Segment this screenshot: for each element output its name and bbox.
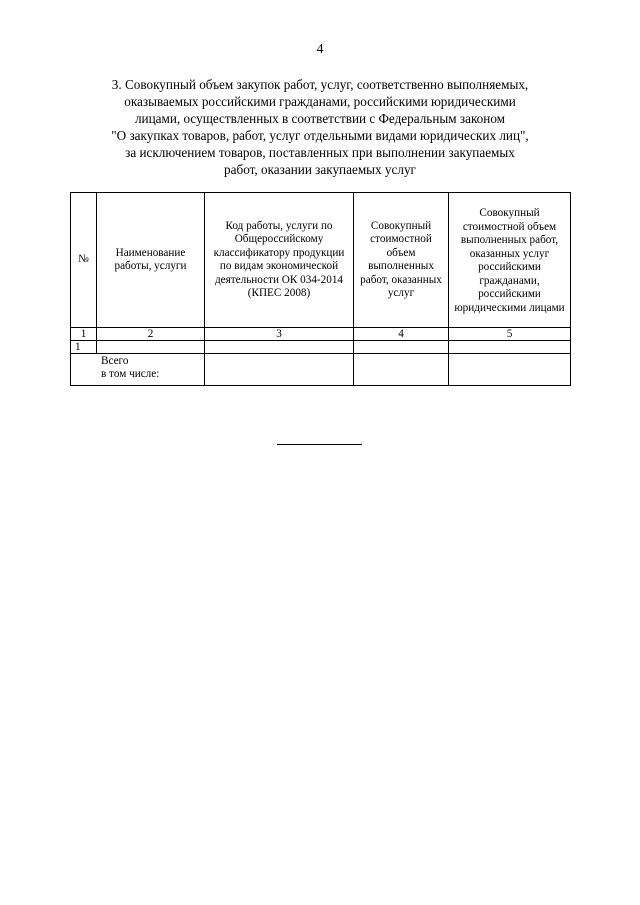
header-code: Код работы, услуги по Общероссийскому классификатору продукции по видам экономической деятельности ОК 034-2014 (КПЕС 2008) (205, 193, 354, 328)
table-header-row (71, 193, 571, 328)
total-cell-volume (354, 354, 449, 386)
heading-line: работ, оказании закупаемых услуг (224, 162, 416, 177)
header-name: Наименование работы, услуги (97, 193, 205, 328)
table-row (71, 341, 571, 354)
header-russian-volume (449, 193, 571, 328)
heading-line: за исключением товаров, поставленных при выполнении закупаемых (125, 145, 515, 160)
section-heading (72, 76, 568, 178)
total-label-line: в том числе: (101, 368, 160, 380)
header-russian-volume-text: Совокупный стоимостной объем выполненных работ, оказанных услуг российскими гражданами, российскими юридическими лицами (454, 207, 565, 314)
column-number: 3 (205, 328, 354, 341)
heading-line: оказываемых российскими гражданами, российскими юридическими (124, 94, 516, 109)
column-number: 2 (97, 328, 205, 341)
heading-line: лицами, осуществленных в соответствии с Федеральным законом (134, 111, 506, 126)
total-label-line: Всего (101, 355, 129, 367)
total-cell-code (205, 354, 354, 386)
table-cell: 1 (71, 341, 97, 354)
column-number: 4 (354, 328, 449, 341)
column-number: 1 (71, 328, 97, 341)
header-total-volume: Совокупный стоимостной объем выполненных работ, оказанных услуг (354, 193, 449, 328)
total-row (71, 354, 571, 386)
heading-line: "О закупках товаров, работ, услуг отдельными видами юридических лиц", (111, 128, 529, 143)
total-label (71, 354, 205, 386)
heading-line: 3. Совокупный объем закупок работ, услуг, соответственно выполняемых, (111, 77, 529, 92)
column-number-row (71, 328, 571, 341)
header-number: № (71, 193, 97, 328)
table-cell (449, 341, 571, 354)
end-separator-line (277, 444, 362, 445)
page-number: 4 (316, 42, 324, 57)
procurement-table (70, 192, 571, 386)
column-number: 5 (449, 328, 571, 341)
table-cell (97, 341, 205, 354)
table-cell (354, 341, 449, 354)
table-cell (205, 341, 354, 354)
total-cell-russian-volume (449, 354, 571, 386)
